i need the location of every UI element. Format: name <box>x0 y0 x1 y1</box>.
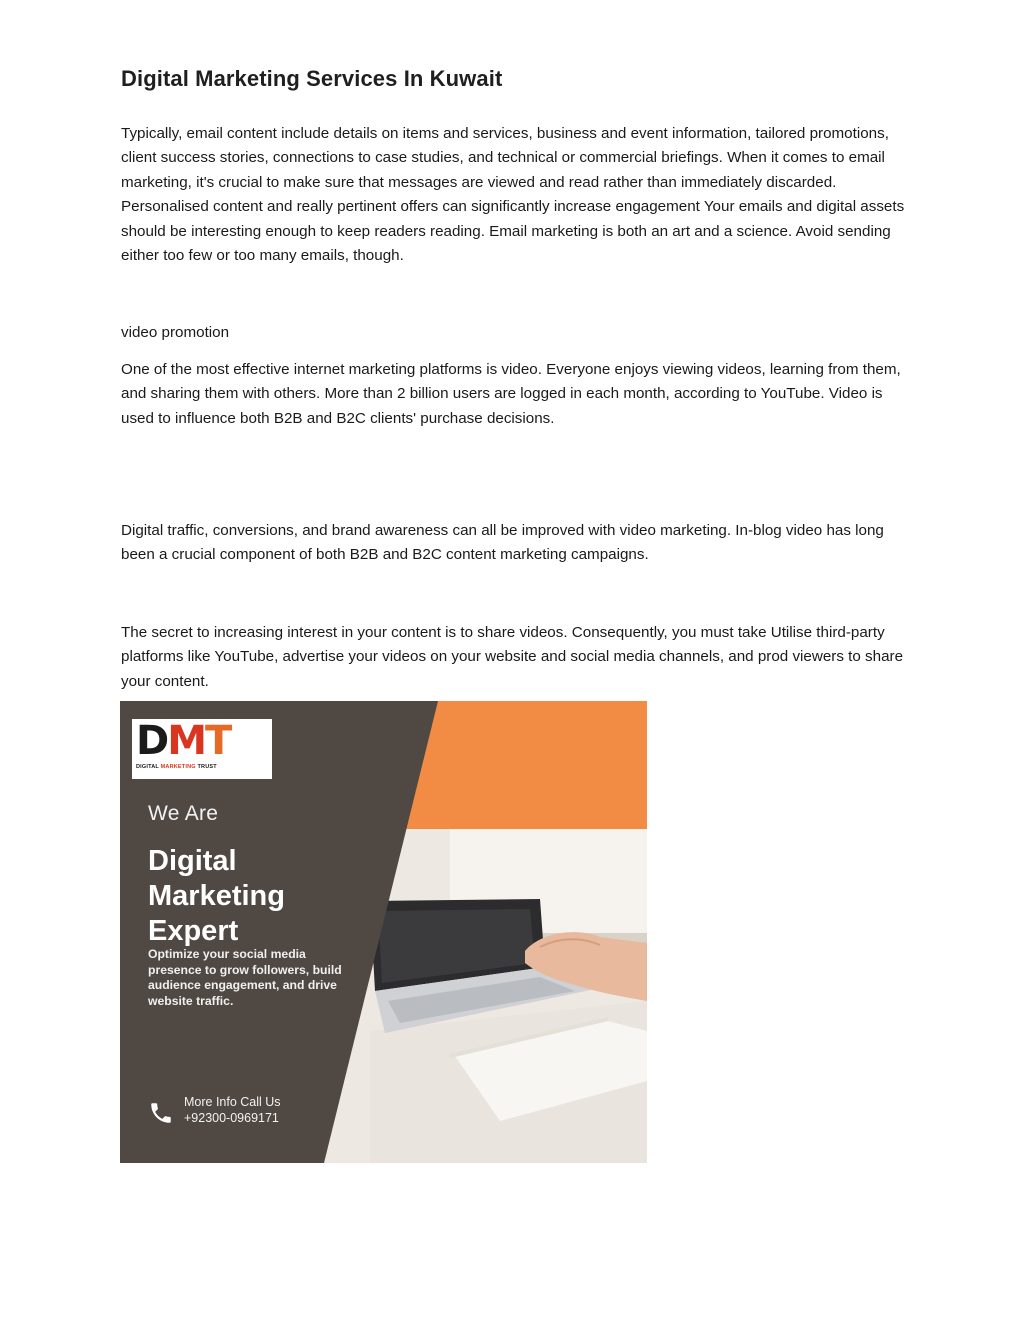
video-platform-paragraph: One of the most effective internet marketing platforms is video. Everyone enjoys viewing videos, learning from them, and sharing them with others. More than 2 billion users are logged in each month, according to YouTube. Video is used to influence both B2B and B2C clients' purchase decisions. <box>121 361 901 427</box>
promo-description: Optimize your social media presence to grow followers, build audience engagement, and drive website traffic. <box>148 947 342 1008</box>
logo-tagline-part: MARKETING <box>160 764 196 770</box>
dmt-logo <box>136 718 266 775</box>
email-marketing-paragraph: Typically, email content include details on items and services, business and event information, tailored promotions, client success stories, connections to case studies, and technical or commercial briefings. When it comes to email marketing, it's crucial to make sure that messages are viewed and read rather than immediately discarded. Personalised content and really pertinent offers can significantly increase engagement Your emails and digital assets should be interesting enough to keep readers reading. Email marketing is both an art and a science. Avoid sending either too few or too many emails, though. <box>121 125 905 265</box>
contact-phone: +92300-0969171 <box>184 1111 279 1125</box>
promo-we-are: We Are <box>148 802 219 825</box>
promo-image <box>120 701 647 1163</box>
share-videos-paragraph: The secret to increasing interest in your content is to share videos. Consequently, you must take Utilise third-party platforms like YouTube, advertise your videos on your website and social media channels, and prod viewers to share your content. <box>121 624 904 690</box>
logo-tagline-part: DIGITAL <box>136 764 161 770</box>
headline-line: Expert <box>148 915 239 947</box>
logo-letter-m: M <box>167 718 206 764</box>
phone-icon <box>148 1100 174 1126</box>
promo-headline <box>148 844 408 949</box>
logo-tagline-part: TRUST <box>195 764 217 770</box>
logo-letter-d: D <box>136 718 168 764</box>
logo-tagline <box>136 764 266 770</box>
headline-line: Digital <box>148 845 237 877</box>
headline-line: Marketing <box>148 880 285 912</box>
logo-letter-t: T <box>205 718 231 764</box>
page-title: Digital Marketing Services In Kuwait <box>121 66 503 91</box>
promo-contact <box>184 1094 281 1126</box>
video-marketing-paragraph: Digital traffic, conversions, and brand awareness can all be improved with video marketing. In-blog video has long been a crucial component of both B2B and B2C content marketing campaigns. <box>121 522 884 564</box>
contact-label: More Info Call Us <box>184 1095 281 1109</box>
video-promotion-subheading: video promotion <box>121 324 230 341</box>
